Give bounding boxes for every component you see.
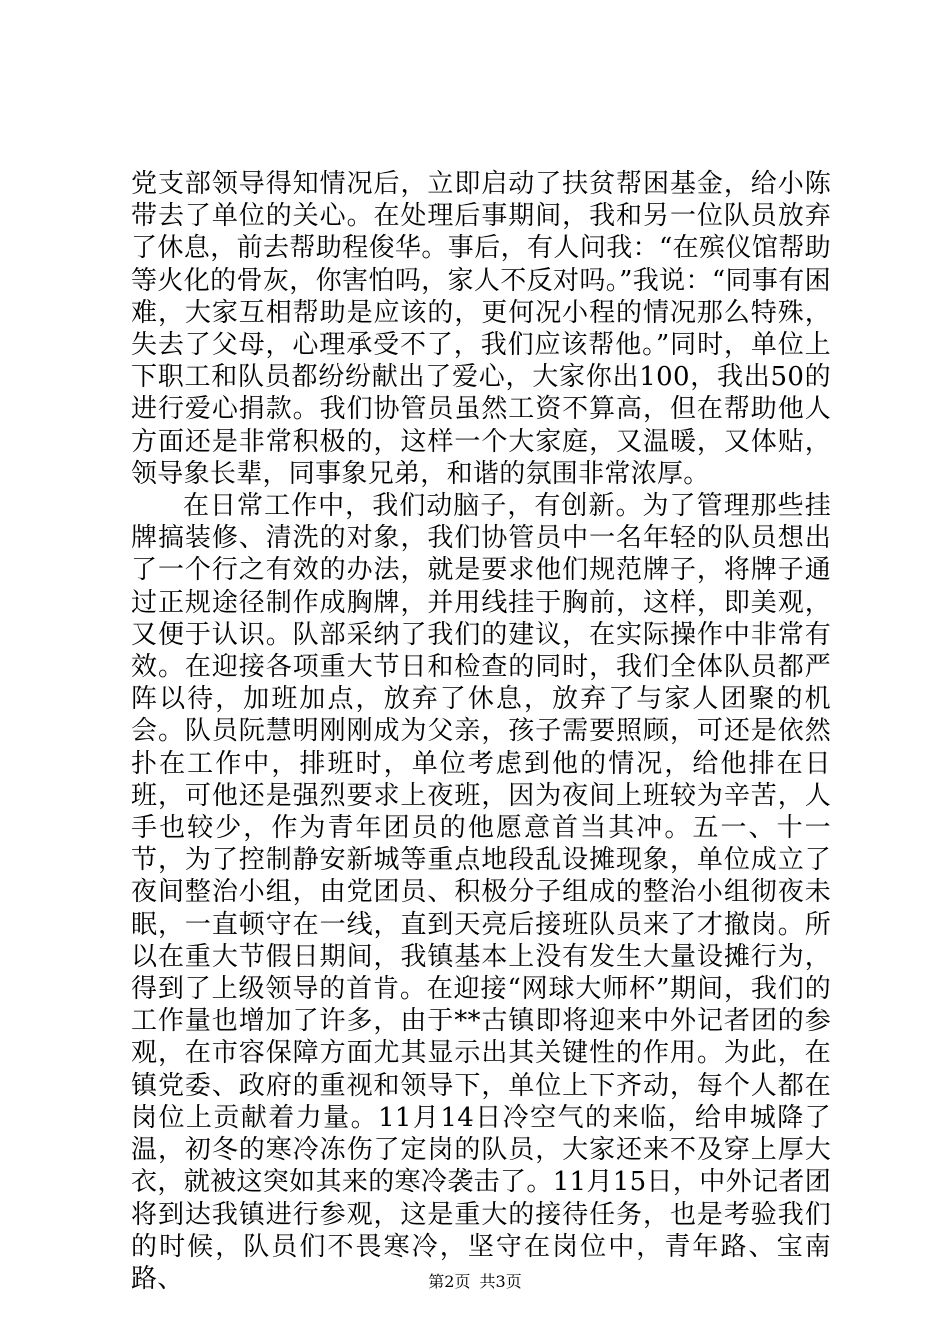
page-number: 第2页: [428, 1272, 471, 1291]
paragraph-2: 在日常工作中，我们动脑子，有创新。为了管理那些挂牌搞装修、清洗的对象，我们协管员中一名年轻的队员想出了一个行之有效的办法，就是要求他们规范牌子，将牌子通过正规途径制作成胸牌，并用线挂于胸前，这样，即美观，又便于认识。队部采纳了我们的建议，在实际操作中非常有效。在迎接各项重大节日和检查的同时，我们全体队员都严阵以待，加班加点，放弃了休息，放弃了与家人团聚的机会。队员阮慧明刚刚成为父亲，孩子需要照顾，可还是依然扑在工作中，排班时，单位考虑到他的情况，给他排在日班，可他还是强烈要求上夜班，因为夜间上班较为辛苦，人手也较少，作为青年团员的他愿意首当其冲。五一、十一节，为了控制静安新城等重点地段乱设摊现象，单位成立了夜间整治小组，由党团员、积极分子组成的整治小组彻夜未眠，一直顿守在一线，直到天亮后接班队员来了才撤岗。所以在重大节假日期间，我镇基本上没有发生大量设摊行为，得到了上级领导的首肯。在迎接“网球大师杯”期间，我们的工作量也增加了许多，由于**古镇即将迎来中外记者团的参观，在市容保障方面尤其显示出其关键性的作用。为此，在镇党委、政府的重视和领导下，单位上下齐动，每个人都在岗位上贡献着力量。11月14日冷空气的来临，给申城降了温，初冬的寒冷冻伤了定岗的队员，大家还来不及穿上厚大衣，就被这突如其来的寒冷袭击了。11月15日，中外记者团将到达我镇进行参观，这是重大的接待任务，也是考验我们的时候，队员们不畏寒冷，坚守在岗位中，青年路、宝南路、: [131, 491, 831, 1294]
document-body: [131, 168, 831, 1295]
page-total: 共3页: [479, 1272, 522, 1291]
page-footer: [0, 1272, 950, 1292]
paragraph-1: 党支部领导得知情况后，立即启动了扶贫帮困基金，给小陈带去了单位的关心。在处理后事期间，我和另一位队员放弃了休息，前去帮助程俊华。事后，有人问我：“在殡仪馆帮助等火化的骨灰，你害怕吗，家人不反对吗。”我说：“同事有困难，大家互相帮助是应该的，更何况小程的情况那么特殊，失去了父母，心理承受不了，我们应该帮他。”同时，单位上下职工和队员都纷纷献出了爱心，大家你出100，我出50的进行爱心捐款。我们协管员虽然工资不算高，但在帮助他人方面还是非常积极的，这样一个大家庭，又温暖，又体贴，领导象长辈，同事象兄弟，和谐的氛围非常浓厚。: [131, 169, 831, 489]
